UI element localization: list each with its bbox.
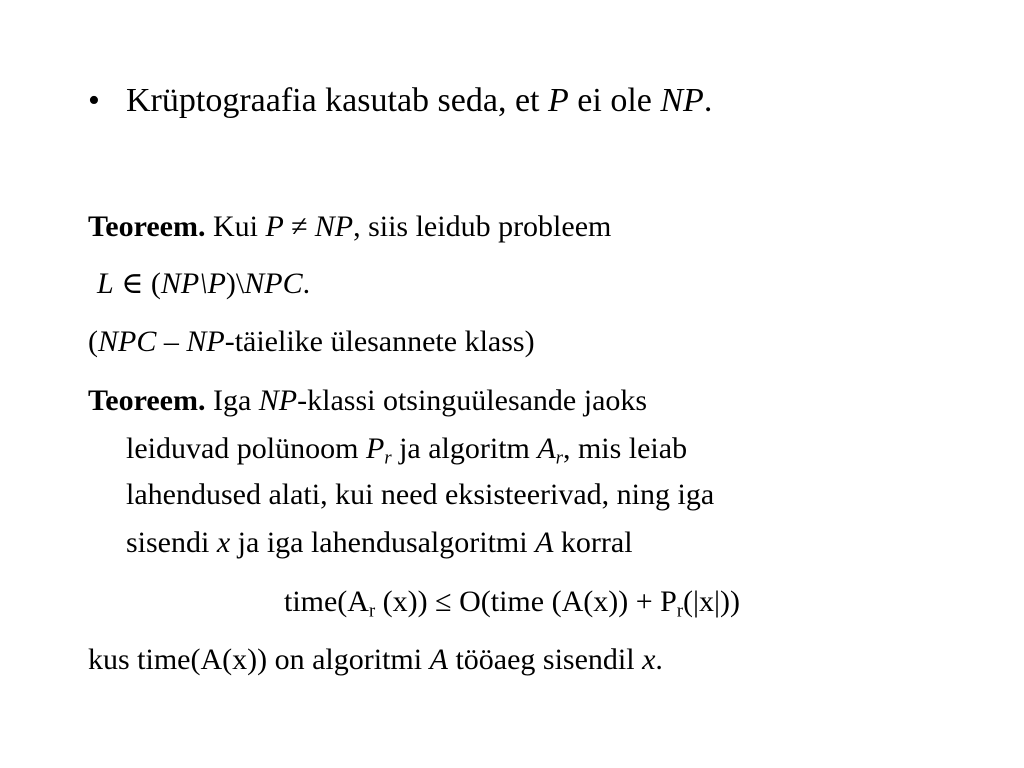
symbol-np: NP: [660, 82, 704, 119]
theorem2-line3-text: lahendused alati, kui need eksisteerivad, ning iga: [126, 478, 715, 511]
theorem1-line: [88, 212, 611, 242]
theorem2-label: Teoreem.: [88, 384, 206, 417]
formula-part2: (x)) ≤ O(time (A(x)) + P: [375, 585, 677, 618]
footer-end: .: [655, 643, 663, 676]
theorem2-line2-c: , mis leiab: [562, 432, 688, 465]
bullet-text-end: .: [703, 82, 713, 119]
membership-line: [97, 269, 310, 299]
theorem2-line-1: [88, 386, 647, 416]
theorem2-line4-b: ja iga lahendusalgoritmi: [230, 526, 536, 559]
bullet-item: [88, 84, 712, 118]
symbol-l: L: [97, 267, 114, 300]
formula-sub1: r: [368, 600, 376, 622]
formula-line: [0, 585, 1024, 622]
symbol-x: x: [216, 526, 231, 559]
symbol-a: A: [535, 526, 554, 559]
element-of: ∈: [113, 267, 151, 300]
pr-subscript: r: [384, 447, 392, 469]
npc-note-dash: –: [156, 325, 187, 358]
footer-line: [88, 645, 663, 675]
pr-base: P: [365, 432, 385, 465]
formula-part1: time(A: [283, 585, 369, 618]
theorem2-line-2: [126, 432, 688, 469]
ar-subscript: r: [555, 447, 563, 469]
theorem2-line4-a: sisendi: [126, 526, 217, 559]
bullet-text-start: Krüptograafia kasutab seda, et: [126, 82, 548, 119]
theorem1-kui: Kui: [205, 210, 266, 243]
set-np-minus-p: NP\P: [160, 267, 226, 300]
npc-note-np: NP: [186, 325, 225, 358]
theorem2-np: NP: [258, 384, 298, 417]
ar-base: A: [537, 432, 556, 465]
npc-note-line: [88, 327, 535, 357]
theorem2-line4-c: korral: [553, 526, 633, 559]
formula-sub2: r: [676, 600, 684, 622]
set-close: )\: [225, 267, 245, 300]
theorem2-line1-rest: -klassi otsinguülesande jaoks: [297, 384, 648, 417]
symbol-p: P: [548, 82, 569, 119]
theorem2-line2-b: ja algoritm: [391, 432, 538, 465]
formula-part3: (|x|)): [683, 585, 740, 618]
theorem1-condition: P ≠ NP: [265, 210, 354, 243]
footer-text-a: kus time(A(x)) on algoritmi: [88, 643, 430, 676]
theorem2-line-4: [126, 528, 633, 558]
membership-end: .: [302, 267, 311, 300]
theorem2-iga: Iga: [205, 384, 259, 417]
set-open: (: [150, 267, 161, 300]
npc-note-npc: NPC: [98, 325, 157, 358]
bullet-marker: •: [88, 82, 100, 119]
symbol-npc: NPC: [244, 267, 303, 300]
npc-note-rest: -täielike ülesannete klass): [224, 325, 535, 358]
symbol-pr: [365, 432, 392, 469]
theorem2-line-3: [126, 480, 714, 510]
theorem1-rest: , siis leidub probleem: [353, 210, 612, 243]
npc-note-open: (: [88, 325, 98, 358]
theorem2-line2-a: leiduvad polünoom: [126, 432, 366, 465]
theorem1-label: Teoreem.: [88, 210, 206, 243]
footer-symbol-a: A: [429, 643, 448, 676]
symbol-ar: [537, 432, 563, 469]
footer-symbol-x: x: [642, 643, 656, 676]
bullet-text-middle: ei ole: [568, 82, 661, 119]
footer-text-b: tööaeg sisendil: [447, 643, 643, 676]
